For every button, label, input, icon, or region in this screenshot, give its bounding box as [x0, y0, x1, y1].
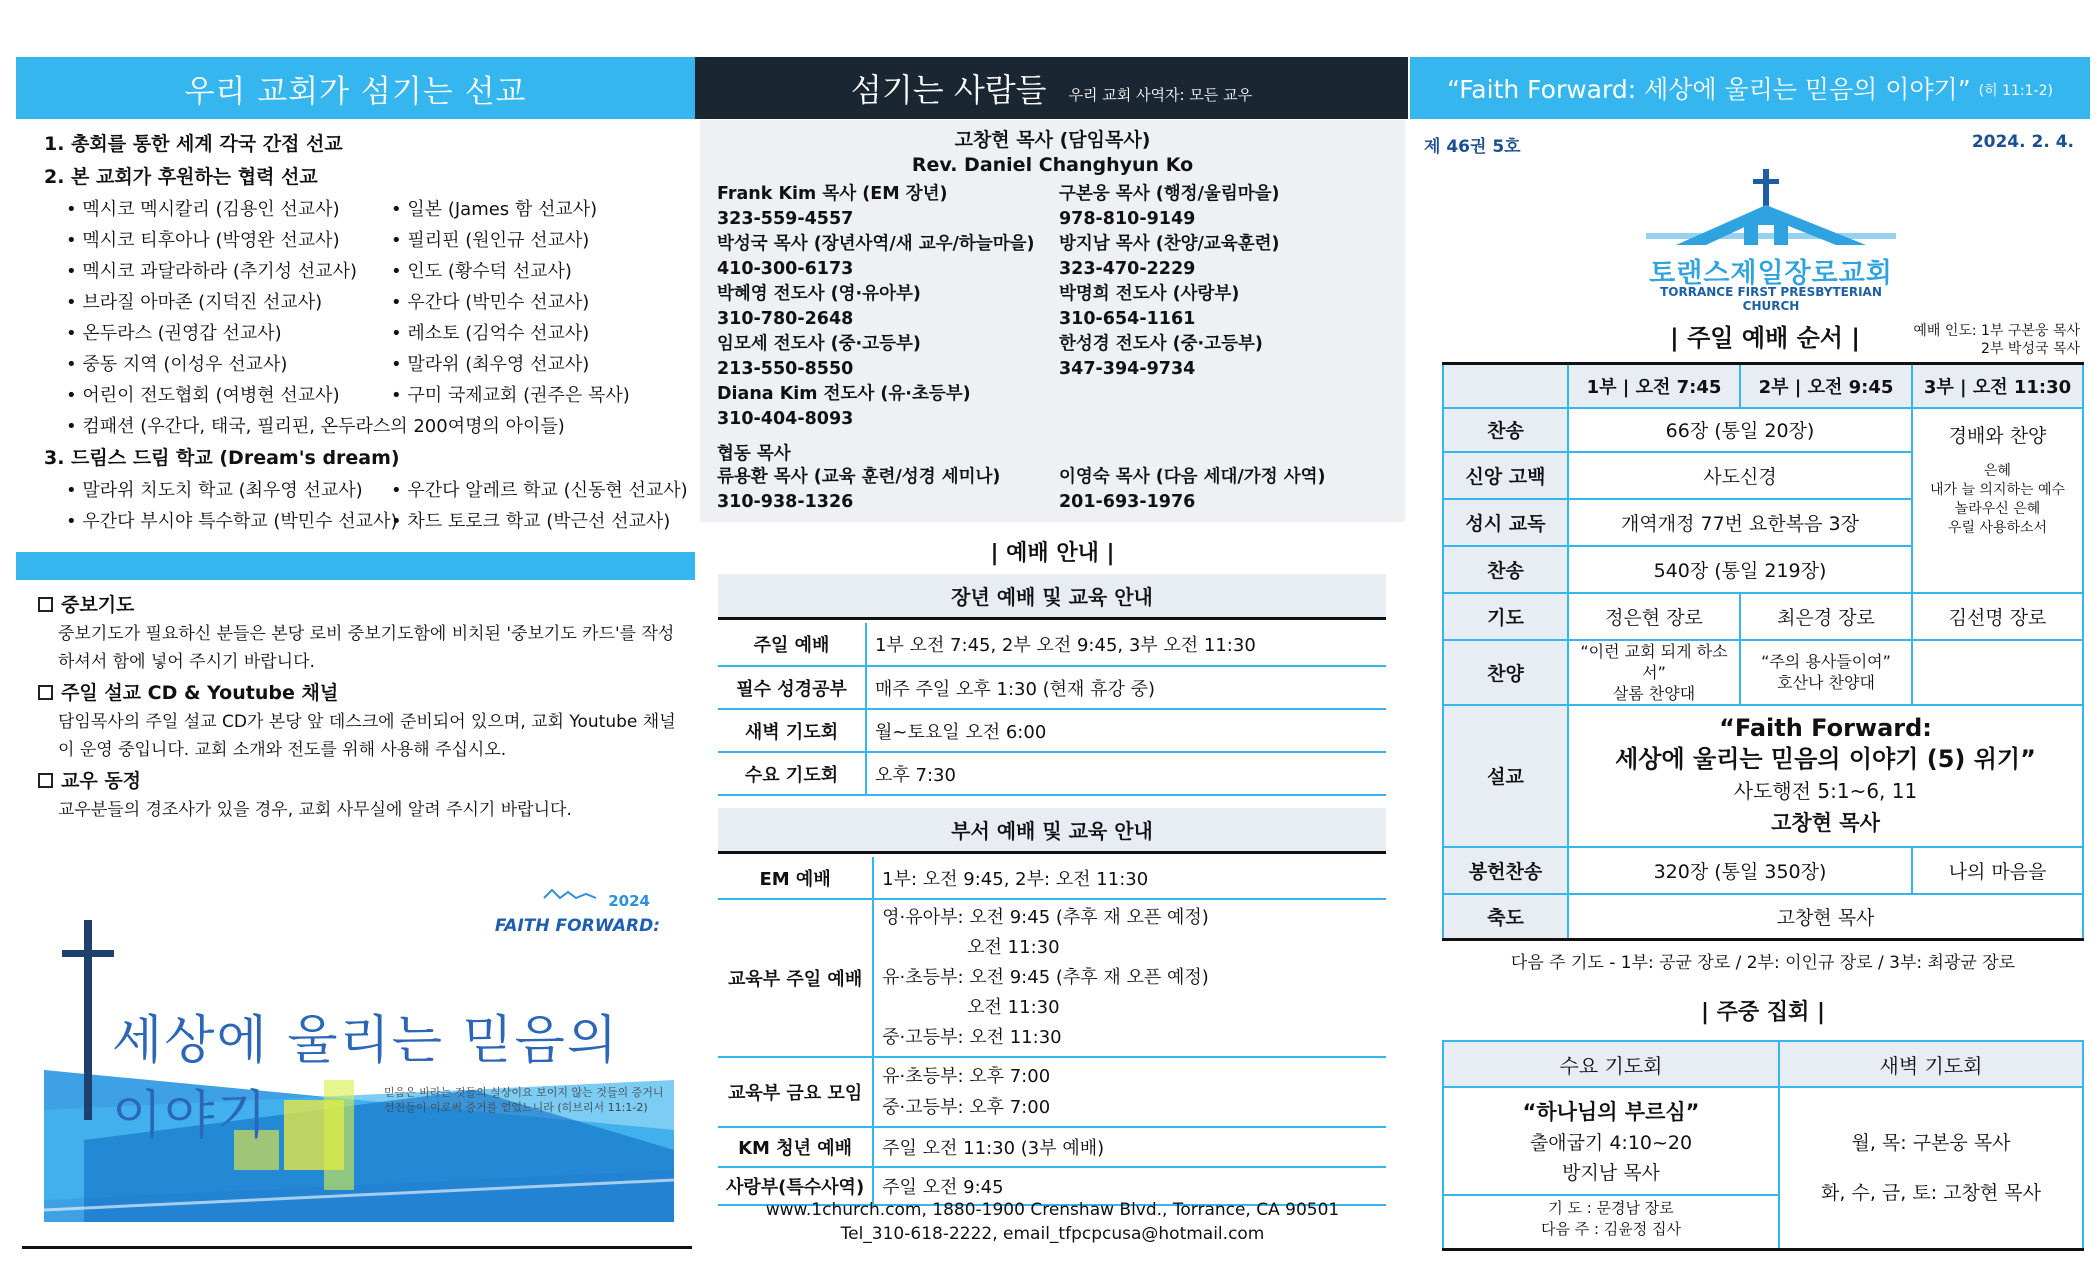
partner-item: • 필리핀 (원인규 선교사)	[391, 230, 590, 251]
school-item: • 말라위 치도치 학교 (최우영 선교사)	[66, 480, 363, 501]
staff-line: 박명희 전도사 (사랑부)	[1059, 284, 1240, 304]
table-row	[718, 623, 1386, 666]
row-line: 유·초등부: 오전 9:45 (추후 재 오픈 예정)	[882, 967, 1209, 988]
empty-cell	[1912, 640, 2083, 705]
worship-leader-line: 2부 박성국 목사	[1981, 341, 2080, 357]
mission-header-text: 우리 교회가 섬기는 선교	[184, 73, 527, 110]
partner-item: • 인도 (황수덕 선교사)	[391, 261, 572, 282]
sermon-preacher: 고창현 목사	[1771, 810, 1880, 835]
row-value: 개역개정 77번 요한복음 3장	[1568, 499, 1912, 546]
staff-line: 방지남 목사 (찬양/교육훈련)	[1059, 234, 1280, 254]
table-row	[1443, 408, 2083, 452]
partner-item: • 브라질 아마존 (지덕진 선교사)	[66, 292, 323, 313]
wed-title: “하나님의 부르심”	[1522, 1099, 1700, 1124]
associate-right	[1059, 465, 1397, 515]
table-row	[1443, 1041, 2083, 1087]
row-value: 320장 (통일 350장)	[1568, 847, 1912, 894]
row-value: 1부: 오전 9:45, 2부: 오전 11:30	[873, 857, 1386, 899]
table-row	[1443, 705, 2083, 847]
row-line: 영·유아부: 오전 9:45 (추후 재 오픈 예정)	[882, 907, 1209, 928]
dawn-line: 화, 수, 금, 토: 고창현 목사	[1821, 1181, 2041, 1204]
row-value: 주일 오전 11:30 (3부 예배)	[873, 1127, 1386, 1167]
third-service-praise	[1912, 408, 2083, 593]
row-value: 월~토요일 오전 6:00	[866, 709, 1386, 752]
footer-address: www.1church.com, 1880-1900 Crenshaw Blvd., Torrance, CA 90501	[765, 1200, 1340, 1220]
choir-song: “이런 교회 되게 하소서”	[1580, 641, 1728, 682]
school-item: • 우간다 부시야 특수학교 (박민수 선교사)	[66, 511, 398, 532]
theme-header-text: “Faith Forward: 세상에 울리는 믿음의 이야기”	[1447, 75, 1971, 104]
row-value: 김선명 장로	[1912, 593, 2083, 640]
wed-cell	[1443, 1087, 1779, 1249]
weekday-gathering-title: | 주중 집회 |	[1700, 1000, 1826, 1025]
notices	[38, 590, 678, 826]
staff-line: 임모세 전도사 (중·고등부)	[717, 334, 921, 354]
table-row	[1443, 847, 2083, 894]
wed-next: 다음 주 : 김윤정 집사	[1540, 1219, 1682, 1238]
sermon-title: 세상에 울리는 믿음의 이야기 (5) 위기”	[1615, 744, 2036, 773]
partner-item: • 구미 국제교회 (권주은 목사)	[391, 385, 630, 406]
choir-song: “주의 용사들이여”	[1761, 652, 1891, 671]
row-label: KM 청년 예배	[718, 1127, 873, 1167]
partner-item: • 일본 (James 함 선교사)	[391, 199, 598, 220]
school-list	[44, 475, 688, 537]
row-value: 1부 오전 7:45, 2부 오전 9:45, 3부 오전 11:30	[866, 623, 1386, 666]
notice-title-text: 중보기도	[61, 594, 135, 616]
staff-col-left	[717, 182, 1059, 432]
row-value	[873, 899, 1386, 1057]
staff-line: 310-780-2648	[717, 309, 854, 329]
worship-leader-line: 예배 인도: 1부 구본웅 목사	[1913, 323, 2080, 339]
table-row	[1443, 894, 2083, 940]
row-line: 유·초등부: 오후 7:00	[882, 1066, 1051, 1087]
mission-header	[16, 57, 695, 119]
mission-list	[44, 128, 688, 537]
row-label: 수요 기도회	[718, 752, 866, 795]
mission-heading-3: 3. 드림스 드림 학교 (Dream's dream)	[44, 447, 400, 469]
row-value: 주일 오전 9:45	[873, 1167, 1386, 1205]
church-footer	[700, 1198, 1405, 1246]
notice-title	[38, 590, 678, 620]
notice-body: 담임목사의 주일 설교 CD가 본당 앞 데스크에 준비되어 있으며, 교회 Youtube 채널이 운영 중입니다. 교회 소개와 전도를 위해 사용해 주십시오.	[58, 712, 676, 760]
sermon-scripture: 사도행전 5:1~6, 11	[1733, 778, 1918, 803]
sermon-cell	[1568, 705, 2083, 847]
poster-theme: FAITH FORWARD:	[494, 916, 660, 936]
checkbox-icon	[38, 685, 53, 700]
compassion-item: • 컴패션 (우간다, 태국, 필리핀, 온두라스의 200여명의 아이들)	[66, 416, 565, 437]
partner-item: • 말라위 (최우영 선교사)	[391, 354, 590, 375]
partner-item: • 온두라스 (권영갑 선교사)	[66, 323, 282, 344]
row-value	[873, 1057, 1386, 1127]
partner-item: • 우간다 (박민수 선교사)	[391, 292, 590, 313]
table-row	[718, 666, 1386, 709]
mission-heading-1: 1. 총회를 통한 세계 각국 간접 선교	[44, 133, 343, 155]
staff-line: 한성경 전도사 (중·고등부)	[1059, 334, 1263, 354]
praise-song: 은혜	[1983, 462, 2012, 479]
issue-number: 제 46권 5호	[1424, 137, 1521, 157]
partner-missions	[44, 194, 684, 411]
row-label: 설교	[1443, 705, 1568, 847]
next-week-prayer: 다음 주 기도 - 1부: 공균 장로 / 2부: 이인규 장로 / 3부: 최광균 장로	[1510, 953, 2016, 973]
senior-pastor-en: Rev. Daniel Changhyun Ko	[911, 154, 1194, 176]
poster-year: 2024	[608, 892, 650, 910]
order-title: | 주일 예배 순서 |	[1670, 324, 1861, 352]
staff-line: 박성국 목사 (장년사역/새 교우/하늘마을)	[717, 234, 1035, 254]
table-row	[718, 1127, 1386, 1167]
wed-prayer: 기 도 : 문경남 장로	[1548, 1198, 1674, 1217]
table-row	[1443, 640, 2083, 705]
staff-line: 410-300-6173	[717, 259, 854, 279]
wed-prayer-box	[1444, 1194, 1778, 1240]
row-label: 교육부 금요 모임	[718, 1057, 873, 1127]
staff-line: 류용환 목사 (교육 훈련/성경 세미나)	[717, 467, 1001, 487]
bottom-rule-left	[22, 1246, 692, 1249]
senior-pastor-name: 고창현 목사 (담임목사)	[954, 129, 1151, 151]
dawn-cell	[1779, 1087, 2083, 1249]
staff-line: 310-404-8093	[717, 409, 854, 429]
row-value: 사도신경	[1568, 452, 1912, 499]
row-value: 나의 마음을	[1912, 847, 2083, 894]
staff-line: 213-550-8550	[717, 359, 854, 379]
partner-item: • 어린이 전도협회 (여병현 선교사)	[66, 385, 340, 406]
row-line: 중·고등부: 오후 7:00	[882, 1097, 1051, 1118]
row-label: 사랑부(특수사역)	[718, 1167, 873, 1205]
service-1-head: 1부 | 오전 7:45	[1568, 364, 1740, 408]
theme-header-ref: (히 11:1-2)	[1978, 83, 2053, 99]
staff-line: 310-938-1326	[717, 492, 854, 512]
notice-title	[38, 678, 678, 708]
issue-date: 2024. 2. 4.	[1971, 132, 2074, 152]
row-label: 찬송	[1443, 546, 1568, 593]
table-row	[718, 899, 1386, 1057]
checkbox-icon	[38, 597, 53, 612]
partner-item: • 멕시코 티후아나 (박영완 선교사)	[66, 230, 340, 251]
staff-line: 박혜영 전도사 (영·유아부)	[717, 284, 921, 304]
row-label: 성시 교독	[1443, 499, 1568, 546]
worship-leaders	[1908, 322, 2080, 358]
choir-name: 호산나 찬양대	[1777, 673, 1875, 692]
associate-pastors	[717, 465, 1397, 515]
row-label: 교육부 주일 예배	[718, 899, 873, 1057]
staff-header	[695, 57, 1408, 119]
church-name-en: TORRANCE FIRST PRESBYTERIAN CHURCH	[1660, 285, 1882, 313]
staff-line: 323-470-2229	[1059, 259, 1196, 279]
row-label: 새벽 기도회	[718, 709, 866, 752]
worship-guide-title: | 예배 안내 |	[990, 541, 1115, 566]
table-row	[1443, 593, 2083, 640]
section-divider-bar	[16, 552, 695, 580]
staff-line: Diana Kim 전도사 (유·초등부)	[717, 384, 971, 404]
theme-header	[1410, 57, 2090, 119]
row-value: 매주 주일 오후 1:30 (현재 휴강 중)	[866, 666, 1386, 709]
dawn-head: 새벽 기도회	[1779, 1041, 2083, 1087]
wed-head: 수요 기도회	[1443, 1041, 1779, 1087]
table-row	[1443, 364, 2083, 408]
staff-col-right	[1059, 182, 1397, 432]
associate-left	[717, 465, 1059, 515]
school-item: • 우간다 알레르 학교 (신동현 선교사)	[391, 480, 688, 501]
row-line: 오전 11:30	[967, 937, 1060, 958]
row-value: 오후 7:30	[866, 752, 1386, 795]
table-row	[1443, 1087, 2083, 1249]
notice-body: 교우분들의 경조사가 있을 경우, 교회 사무실에 알려 주시기 바랍니다.	[58, 800, 572, 820]
adult-worship-table	[718, 623, 1386, 796]
row-value: 540장 (통일 219장)	[1568, 546, 1912, 593]
service-2-head: 2부 | 오전 9:45	[1740, 364, 1912, 408]
wed-speaker: 방지남 목사	[1562, 1161, 1660, 1184]
wed-scripture: 출애굽기 4:10~20	[1529, 1131, 1693, 1154]
row-label: 봉헌찬송	[1443, 847, 1568, 894]
poster-verse: 믿음은 바라는 것들의 실상이요 보이지 않는 것들의 증거니 선진들이 이로써 증거를 얻었느니라 (히브리서 11:1-2)	[384, 1086, 664, 1114]
praise-song: 놀라우신 은혜	[1954, 500, 2041, 517]
praise-song: 우릴 사용하소서	[1947, 519, 2048, 536]
corner-cell	[1443, 364, 1568, 408]
church-logo-icon	[1636, 165, 1906, 255]
choir-2	[1740, 640, 1912, 705]
associate-title: 협동 목사	[717, 444, 791, 464]
church-name-kr: 토랜스제일장로교회	[1649, 258, 1893, 289]
staff-panel	[700, 120, 1405, 522]
checkbox-icon	[38, 773, 53, 788]
notice-title-text: 교우 동정	[61, 770, 142, 792]
school-item: • 차드 토로크 학교 (박근선 선교사)	[391, 511, 671, 532]
weekday-gathering-table	[1442, 1040, 2084, 1251]
row-label: 축도	[1443, 894, 1568, 940]
notice-body: 중보기도가 필요하신 분들은 본당 로비 중보기도함에 비치된 '중보기도 카드'를 작성하셔서 함에 넣어 주시기 바랍니다.	[58, 624, 675, 672]
praise-title: 경배와 찬양	[1948, 424, 2047, 447]
staff-header-text: 섬기는 사람들	[850, 71, 1047, 109]
row-value: 정은현 장로	[1568, 593, 1740, 640]
table-row	[718, 709, 1386, 752]
senior-pastor	[700, 128, 1405, 178]
partner-item: • 멕시코 과달라하라 (추기성 선교사)	[66, 261, 357, 282]
adult-worship-head: 장년 예배 및 교육 안내	[718, 574, 1386, 620]
staff-line: 347-394-9734	[1059, 359, 1196, 379]
row-value: 66장 (통일 20장)	[1568, 408, 1912, 452]
row-value: 고창현 목사	[1568, 894, 2083, 940]
dept-worship-table	[718, 857, 1386, 1206]
dept-worship-head: 부서 예배 및 교육 안내	[718, 808, 1386, 854]
row-label: 찬양	[1443, 640, 1568, 705]
staff-header-sub: 우리 교회 사역자: 모든 교우	[1068, 85, 1253, 104]
staff-line: Frank Kim 목사 (EM 장년)	[717, 184, 948, 204]
notice-title-text: 주일 설교 CD & Youtube 채널	[61, 682, 339, 704]
staff-line: 이영숙 목사 (다음 세대/가정 사역)	[1059, 467, 1326, 487]
dawn-line: 월, 목: 구본웅 목사	[1851, 1131, 2011, 1154]
mission-heading-2: 2. 본 교회가 후원하는 협력 선교	[44, 166, 318, 188]
row-label: EM 예배	[718, 857, 873, 899]
church-logo	[1636, 165, 1906, 313]
praise-song: 내가 늘 의지하는 예수	[1929, 481, 2066, 498]
choir-name: 살롬 찬양대	[1612, 683, 1696, 703]
partner-item: • 멕시코 멕시칼리 (김용인 선교사)	[66, 199, 340, 220]
staff-line: 201-693-1976	[1059, 492, 1196, 512]
staff-line: 978-810-9149	[1059, 209, 1196, 229]
row-label: 신앙 고백	[1443, 452, 1568, 499]
row-line: 오전 11:30	[967, 997, 1060, 1018]
theme-poster	[44, 880, 674, 1222]
row-value: 최은경 장로	[1740, 593, 1912, 640]
staff-grid	[717, 182, 1397, 432]
row-label: 필수 성경공부	[718, 666, 866, 709]
notice-title	[38, 766, 678, 796]
table-row	[718, 1057, 1386, 1127]
service-3-head: 3부 | 오전 11:30	[1912, 364, 2083, 408]
row-label: 기도	[1443, 593, 1568, 640]
table-row	[718, 857, 1386, 899]
table-row	[718, 752, 1386, 795]
staff-line: 310-654-1161	[1059, 309, 1196, 329]
footer-contact: Tel_310-618-2222, email_tfpcpcusa@hotmail.com	[840, 1224, 1265, 1244]
staff-line: 구본웅 목사 (행정/울림마을)	[1059, 184, 1280, 204]
partner-item: • 레소토 (김억수 선교사)	[391, 323, 590, 344]
row-label: 찬송	[1443, 408, 1568, 452]
row-label: 주일 예배	[718, 623, 866, 666]
row-line: 중·고등부: 오전 11:30	[882, 1027, 1062, 1048]
sermon-title: “Faith Forward:	[1719, 713, 1932, 742]
worship-order-table	[1442, 362, 2084, 941]
poster-title: 세상에 울리는 믿음의 이야기	[112, 1011, 620, 1146]
choir-1	[1568, 640, 1740, 705]
staff-line: 323-559-4557	[717, 209, 854, 229]
partner-item: • 중동 지역 (이성우 선교사)	[66, 354, 288, 375]
